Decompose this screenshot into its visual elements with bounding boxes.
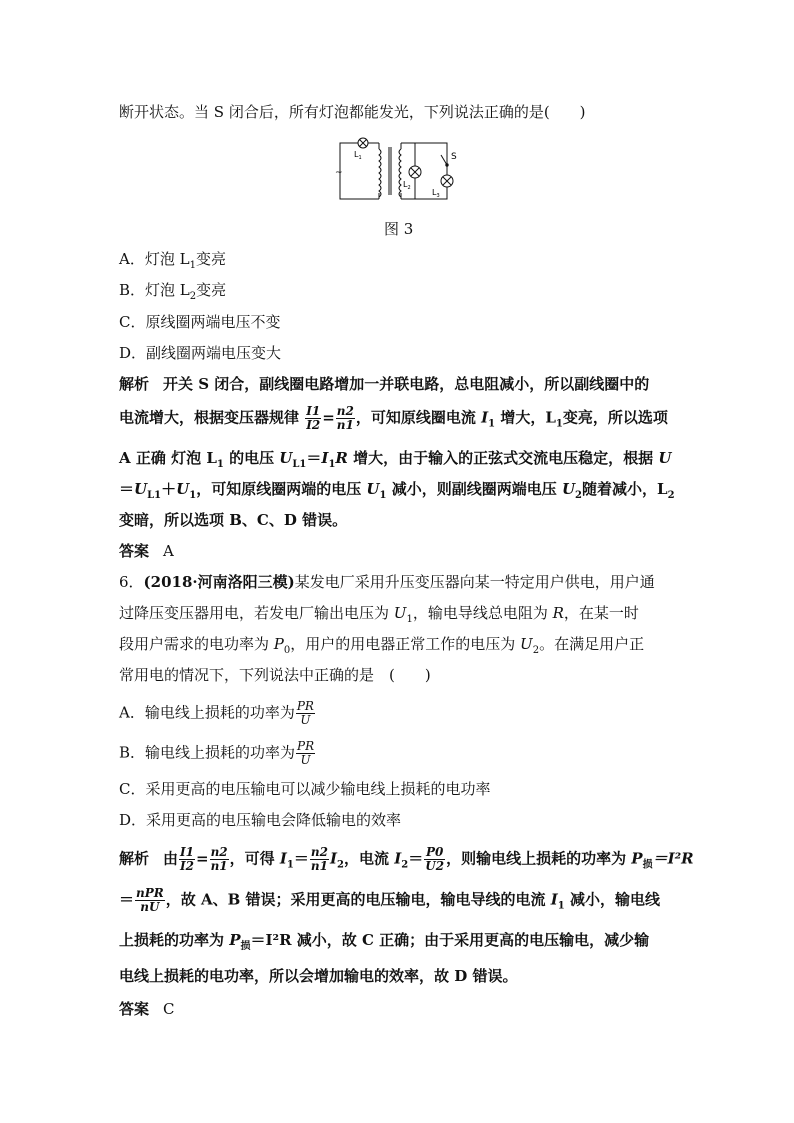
q6-option-a: A．输电线上损耗的功率为 $\frac{PR}{U}$	[119, 699, 314, 727]
option-b-fraction: $\frac{PR}{U}$	[297, 739, 315, 767]
figure-caption: 图 3	[384, 220, 414, 238]
q5-analysis-line-2: 电流增大，根据变压器规律 $\frac{I1}{I2}$ = $\frac{n2}{n1}$ ，可知原线圈电流 $I_1$ 增大，$L_1$变亮，所以选项	[119, 404, 668, 432]
option-a-fraction: $\frac{PR}{U}$	[296, 699, 314, 727]
q5-option-b: B．灯泡 $L_2$变亮	[119, 281, 227, 302]
analysis-label: 解析	[119, 375, 150, 393]
q6-stem-line-3: 段用户需求的电功率为 $P_0$，用户的用电器正常工作的电压为 $U_2$。在满足用户正	[119, 635, 645, 656]
q5-option-c: C．原线圈两端电压不变	[119, 313, 281, 331]
label-l3: $L_3$	[432, 188, 440, 199]
q6-stem-line-2: 过降压变压器用电，若发电厂输出电压为 $U_1$，输电导线总电阻为 R，在某一时	[119, 604, 639, 625]
q5-analysis-line-4: $=U_{L1}+U_1$，可知原线圈两端的电压 $U_1$ 减小，则副线圈两端电压 $U_2$随着减小，$L_2$	[119, 480, 675, 501]
q5-analysis-line-3: A 正确 灯泡 $L_1$ 的电压 $U_{L1}=I_1R$ 增大，由于输入的正弦式交流电压稳定，根据 U	[119, 449, 672, 470]
q6-answer: 答案 C	[119, 1000, 175, 1018]
circuit-diagram	[335, 135, 465, 207]
q5-option-d: D．副线圈两端电压变大	[119, 344, 282, 362]
q6-option-d: D．采用更高的电压输电会降低输电的效率	[119, 811, 402, 829]
q6-option-c: C．采用更高的电压输电可以减少输电线上损耗的电功率	[119, 780, 491, 798]
q5-option-a: A．灯泡 $L_1$变亮	[119, 250, 226, 271]
q6-analysis-line-3: 上损耗的功率为 $P_损=I^2R$ 减小，故 C 正确；由于采用更高的电压输电，减少输	[119, 931, 650, 952]
q6-analysis-line-4: 电线上损耗的电功率，所以会增加输电的效率，故 D 错误。	[119, 967, 518, 985]
label-l2: $L_2$	[403, 180, 411, 191]
ratio-i-fraction: $\frac{I1}{I2}$	[306, 404, 321, 432]
intro-line: 断开状态。当 S 闭合后，所有灯泡都能发光，下列说法正确的是( )	[119, 103, 586, 121]
q6-analysis-line-1: 解析 由 $\frac{I1}{I2}$ = $\frac{n2}{n1}$ ，可得 $I_1=$ $\frac{n2}{n1}$ $I_2$，电流 $I_2=$ $\frac{P0}{U2}$ ，则输电线上损耗的功率为 $P_损=I^2R$	[119, 845, 694, 873]
label-s: S	[451, 152, 457, 162]
label-l1: $L_1$	[354, 150, 362, 161]
q6-stem-line-1: 6．(2018·河南洛阳三模)某发电厂采用升压变压器向某一特定用户供电，用户通	[119, 573, 655, 591]
q5-answer: 答案 A	[119, 542, 174, 560]
q6-analysis-line-2: ＝ $\frac{\text{nPR}}{nU}$ ，故 A、B 错误；采用更高的电压输电，输电导线的电流 $I_1$ 减小，输电线	[119, 886, 660, 914]
q5-analysis-line-1: 解析 开关 S 闭合，副线圈电路增加一并联电路，总电阻减小，所以副线圈中的	[119, 375, 650, 393]
q5-analysis-line-5: 变暗，所以选项 B、C、D 错误。	[119, 511, 348, 529]
q6-option-b: B．输电线上损耗的功率为 $\frac{PR}{U}$	[119, 739, 315, 767]
source-symbol: ~	[335, 168, 343, 178]
ratio-n-fraction: $\frac{n2}{n1}$	[336, 404, 354, 432]
q6-stem-line-4: 常用电的情况下，下列说法中正确的是 ( )	[119, 666, 431, 684]
